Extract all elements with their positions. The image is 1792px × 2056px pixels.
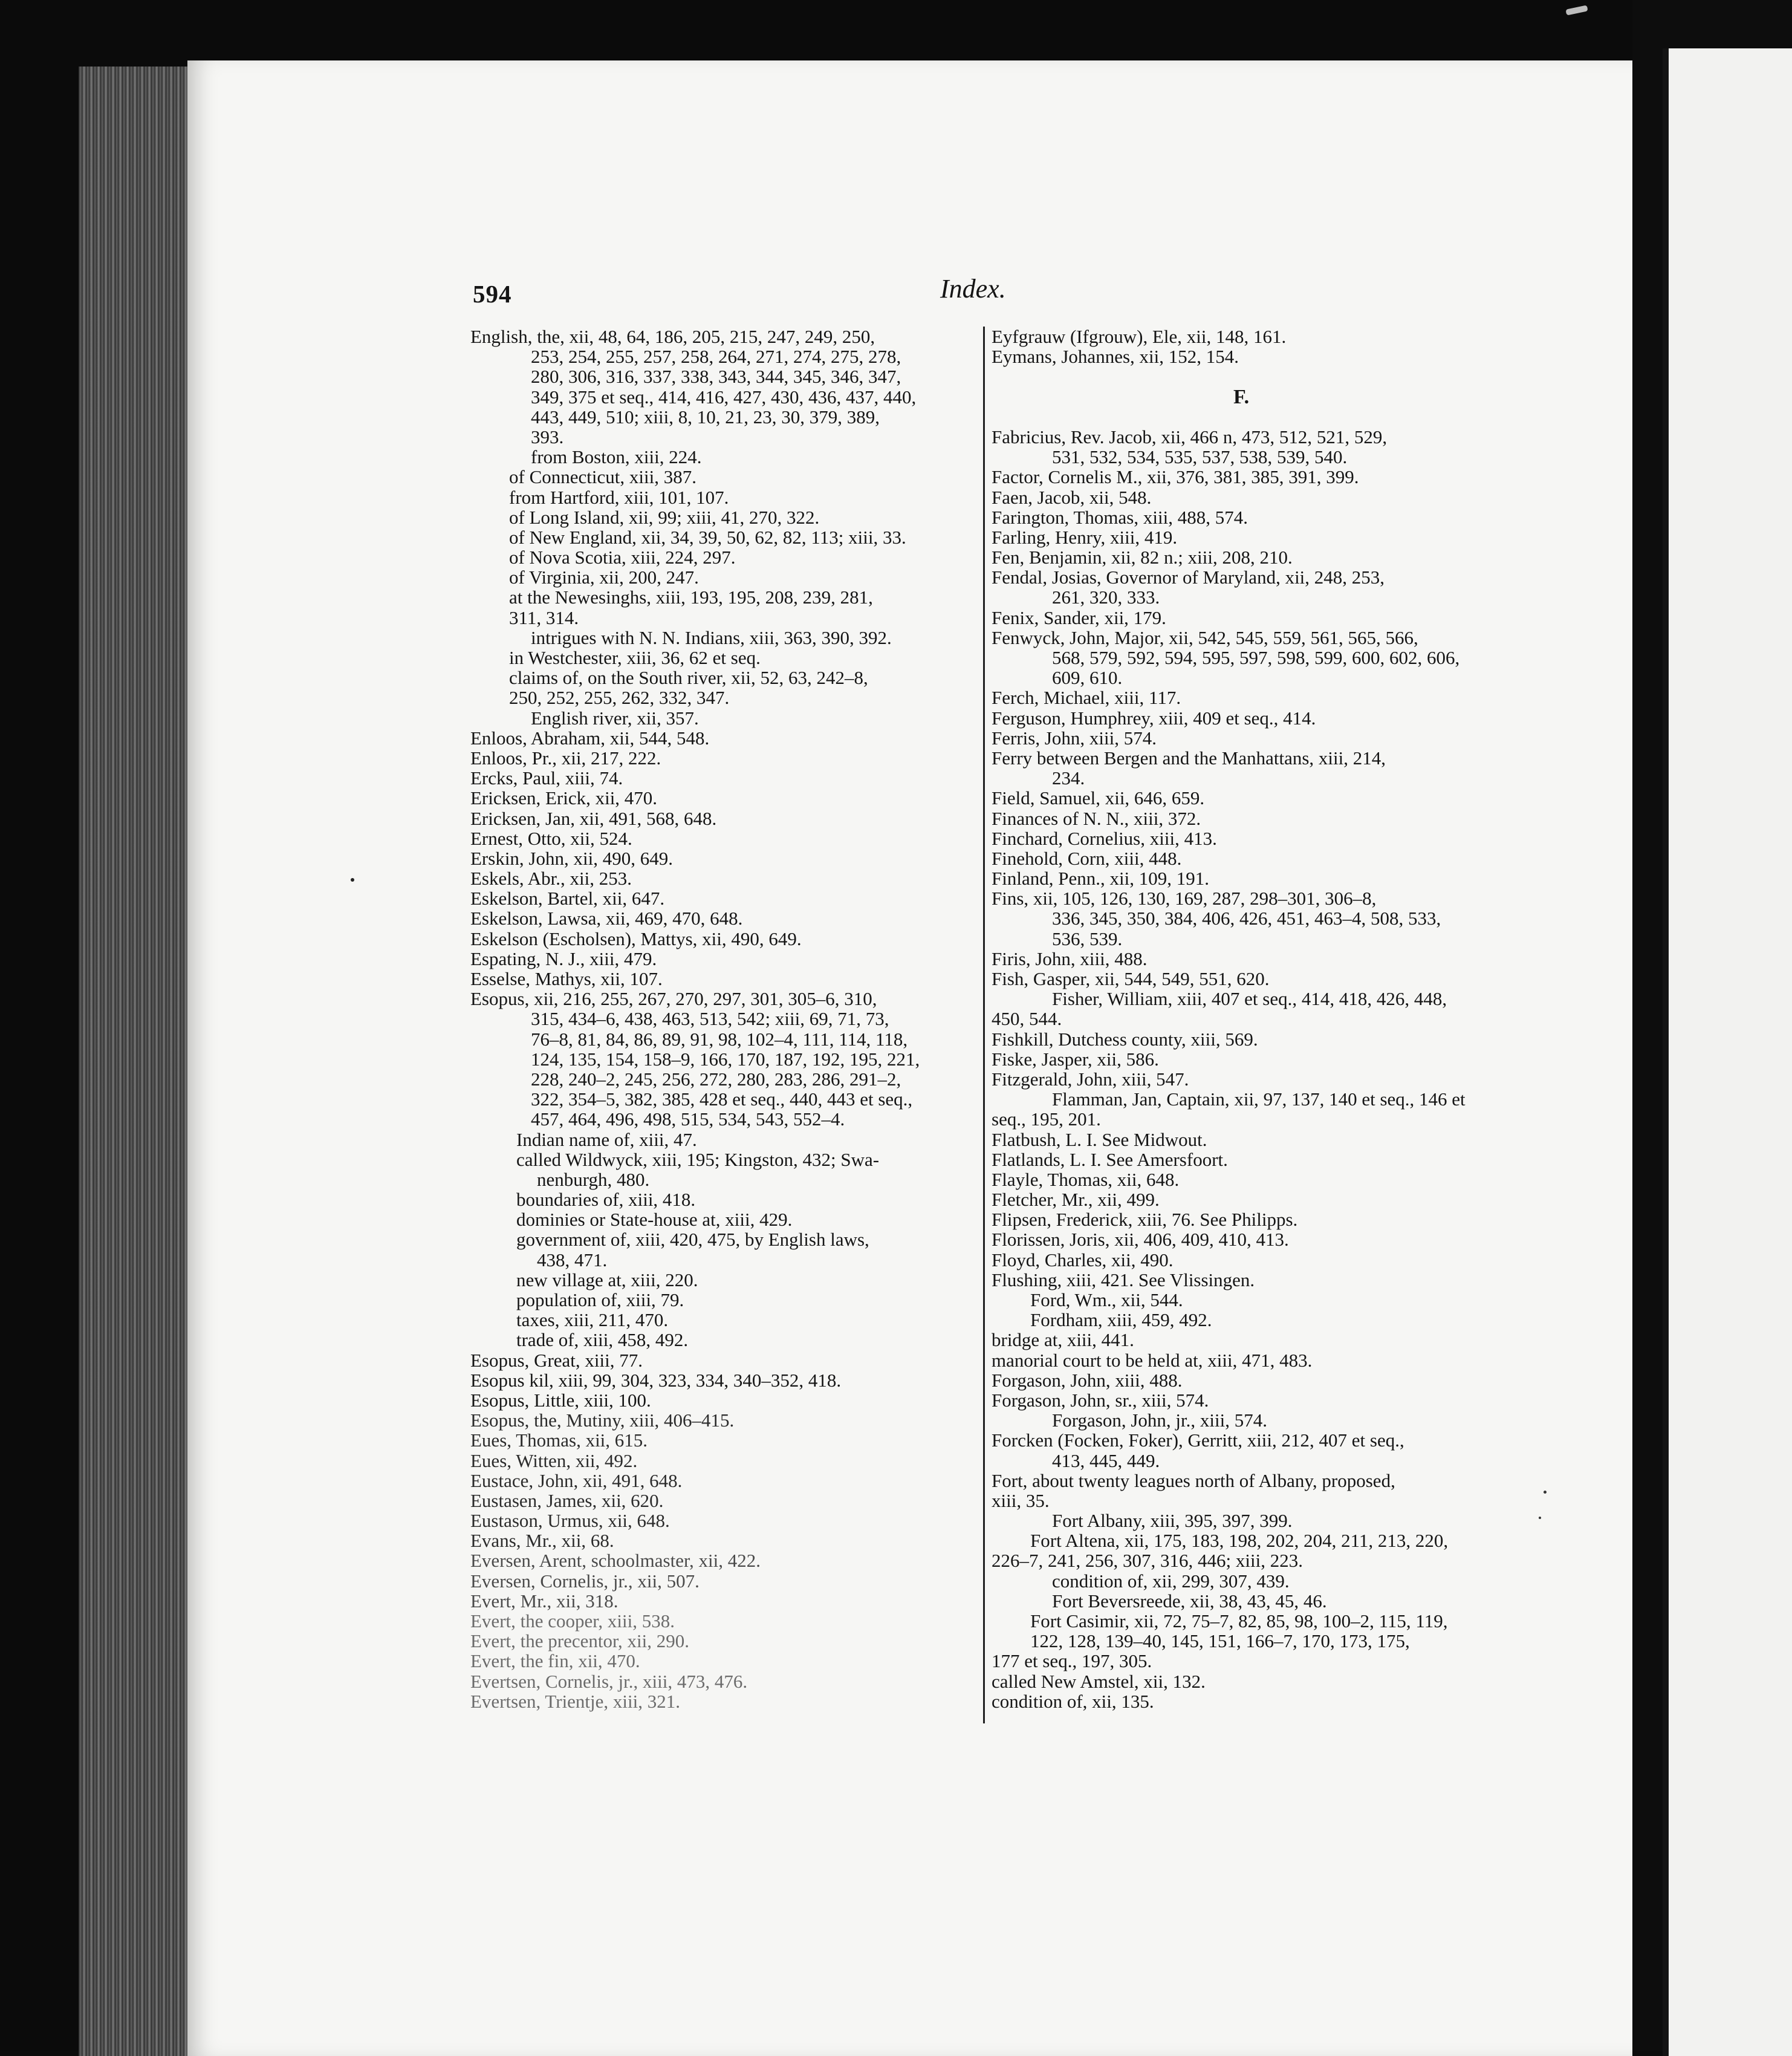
index-entry: Fordham, xiii, 459, 492. [1030, 1309, 1212, 1331]
ink-speck [351, 878, 354, 882]
index-entry: Eues, Thomas, xii, 615. [470, 1430, 648, 1451]
index-entry: 122, 128, 139–40, 145, 151, 166–7, 170, 173, 175, [1030, 1630, 1410, 1652]
index-entry: called Wildwyck, xiii, 195; Kingston, 432; Swa- [516, 1148, 880, 1170]
index-entry: Fitzgerald, John, xiii, 547. [992, 1068, 1189, 1090]
index-entry: Factor, Cornelis M., xii, 376, 381, 385, 391, 399. [992, 466, 1359, 488]
index-entry: 336, 345, 350, 384, 406, 426, 451, 463–4, 508, 533, [1052, 908, 1441, 929]
index-entry: Finchard, Cornelius, xiii, 413. [992, 827, 1217, 849]
index-entry: Fort Altena, xii, 175, 183, 198, 202, 204, 211, 213, 220, [1030, 1530, 1449, 1552]
index-entry: Flushing, xiii, 421. See Vlissingen. [992, 1269, 1255, 1290]
index-entry: Faen, Jacob, xii, 548. [992, 486, 1152, 508]
index-entry: Eymans, Johannes, xii, 152, 154. [992, 346, 1239, 368]
index-entry: English river, xii, 357. [531, 707, 699, 729]
index-entry: Esopus, xii, 216, 255, 267, 270, 297, 301, 305–6, 310, [470, 988, 877, 1010]
index-entry: Ferguson, Humphrey, xiii, 409 et seq., 414. [992, 707, 1316, 729]
index-entry: Forgason, John, jr., xiii, 574. [1052, 1410, 1267, 1431]
index-entry: Firis, John, xiii, 488. [992, 948, 1148, 969]
index-entry: Fort Albany, xiii, 395, 397, 399. [1052, 1510, 1293, 1532]
index-entry: taxes, xiii, 211, 470. [516, 1309, 669, 1331]
index-entry: Finances of N. N., xiii, 372. [992, 807, 1201, 829]
index-entry: Fish, Gasper, xii, 544, 549, 551, 620. [992, 968, 1270, 989]
index-entry: Fabricius, Rev. Jacob, xii, 466 n, 473, 512, 521, 529, [992, 426, 1388, 447]
index-entry: Fletcher, Mr., xii, 499. [992, 1189, 1160, 1211]
index-entry: intrigues with N. N. Indians, xiii, 363, 390, 392. [531, 626, 892, 648]
index-entry: manorial court to be held at, xiii, 471, 483. [992, 1349, 1313, 1371]
index-entry: Evertsen, Cornelis, jr., xiii, 473, 476. [470, 1670, 748, 1692]
index-entry: Eversen, Arent, schoolmaster, xii, 422. [470, 1550, 761, 1572]
index-entry: Evans, Mr., xii, 68. [470, 1530, 614, 1552]
index-entry: 280, 306, 316, 337, 338, 343, 344, 345, 346, 347, [531, 366, 901, 388]
index-entry: of Long Island, xii, 99; xiii, 41, 270, 322. [509, 506, 820, 528]
index-entry: Ferch, Michael, xiii, 117. [992, 687, 1181, 709]
adjacent-page-edge [1669, 48, 1792, 2056]
index-entry: 609, 610. [1052, 667, 1123, 689]
index-entry: Flayle, Thomas, xii, 648. [992, 1168, 1180, 1190]
index-entry: Indian name of, xiii, 47. [516, 1128, 697, 1150]
index-entry: Eustason, Urmus, xii, 648. [470, 1510, 670, 1532]
index-entry: Fendal, Josias, Governor of Maryland, xii, 248, 253, [992, 567, 1385, 588]
ink-speck [1544, 1491, 1547, 1494]
index-entry: trade of, xiii, 458, 492. [516, 1329, 689, 1351]
index-entry: Erskin, John, xii, 490, 649. [470, 847, 673, 869]
index-entry: Ercks, Paul, xiii, 74. [470, 767, 623, 789]
index-entry: Fisher, William, xiii, 407 et seq., 414, 418, 426, 448, [1052, 988, 1447, 1010]
index-entry: 250, 252, 255, 262, 332, 347. [509, 687, 730, 709]
index-entry: Fen, Benjamin, xii, 82 n.; xiii, 208, 210. [992, 547, 1293, 568]
index-entry: 234. [1052, 767, 1085, 789]
index-entry: Fishkill, Dutchess county, xiii, 569. [992, 1028, 1258, 1050]
index-entry: Finland, Penn., xii, 109, 191. [992, 868, 1209, 890]
index-entry: claims of, on the South river, xii, 52, 63, 242–8, [509, 667, 868, 689]
index-entry: Eskelson, Lawsa, xii, 469, 470, 648. [470, 908, 743, 929]
index-column-right [992, 327, 1511, 1711]
index-entry: 349, 375 et seq., 414, 416, 427, 430, 436, 437, 440, [531, 386, 917, 408]
index-entry: Ernest, Otto, xii, 524. [470, 827, 632, 849]
index-entry: 450, 544. [992, 1008, 1062, 1030]
index-entry: Floyd, Charles, xii, 490. [992, 1249, 1174, 1270]
index-entry: 531, 532, 534, 535, 537, 538, 539, 540. [1052, 446, 1348, 468]
index-entry: English, the, xii, 48, 64, 186, 205, 215, 247, 249, 250, [470, 326, 875, 347]
index-entry: nenburgh, 480. [537, 1168, 650, 1190]
index-column-left [470, 327, 990, 1711]
index-entry: dominies or State-house at, xiii, 429. [516, 1209, 793, 1231]
index-entry: Flatbush, L. I. See Midwout. [992, 1128, 1207, 1150]
index-entry: 124, 135, 154, 158–9, 166, 170, 187, 192, 195, 221, [531, 1048, 920, 1070]
index-entry: Fenwyck, John, Major, xii, 542, 545, 559, 561, 565, 566, [992, 626, 1418, 648]
index-entry: Eskelson (Escholsen), Mattys, xii, 490, 649. [470, 928, 802, 949]
index-entry: 413, 445, 449. [1052, 1449, 1160, 1471]
index-entry: Ford, Wm., xii, 544. [1030, 1289, 1183, 1310]
index-entry: of Nova Scotia, xiii, 224, 297. [509, 547, 736, 568]
index-entry: Esopus, Little, xiii, 100. [470, 1389, 651, 1411]
index-entry: Eversen, Cornelis, jr., xii, 507. [470, 1570, 700, 1592]
index-entry: Flamman, Jan, Captain, xii, 97, 137, 140 et seq., 146 et [1052, 1088, 1466, 1110]
index-entry: 311, 314. [509, 607, 579, 628]
index-entry: Eskelson, Bartel, xii, 647. [470, 888, 665, 909]
index-entry: Esopus kil, xiii, 99, 304, 323, 334, 340–352, 418. [470, 1369, 842, 1391]
index-entry: 253, 254, 255, 257, 258, 264, 271, 274, 275, 278, [531, 346, 901, 368]
index-entry: Fort, about twenty leagues north of Albany, proposed, [992, 1469, 1395, 1491]
index-entry: 228, 240–2, 245, 256, 272, 280, 283, 286, 291–2, [531, 1068, 901, 1090]
index-entry: Evertsen, Trientje, xiii, 321. [470, 1690, 681, 1712]
index-entry: Ericksen, Erick, xii, 470. [470, 787, 658, 809]
index-entry: Finehold, Corn, xiii, 448. [992, 847, 1182, 869]
index-entry: of Connecticut, xiii, 387. [509, 466, 696, 488]
spacer [992, 407, 1511, 427]
index-entry: 443, 449, 510; xiii, 8, 10, 21, 23, 30, 379, 389, [531, 406, 880, 428]
index-entry: 177 et seq., 197, 305. [992, 1650, 1152, 1672]
index-entry: Eyfgrauw (Ifgrouw), Ele, xii, 148, 161. [992, 326, 1287, 347]
index-entry: seq., 195, 201. [992, 1108, 1101, 1130]
book-fore-edge [79, 67, 193, 2056]
ink-speck [1539, 1517, 1541, 1519]
index-entry: Ferry between Bergen and the Manhattans, xiii, 214, [992, 747, 1386, 769]
index-entry: Forgason, John, sr., xiii, 574. [992, 1389, 1209, 1411]
index-entry: 76–8, 81, 84, 86, 89, 91, 98, 102–4, 111, 114, 118, [531, 1028, 908, 1050]
index-entry: Forgason, John, xiii, 488. [992, 1369, 1183, 1391]
index-entry: 226–7, 241, 256, 307, 316, 446; xiii, 223. [992, 1550, 1303, 1572]
index-entry: Fort Casimir, xii, 72, 75–7, 82, 85, 98, 100–2, 115, 119, [1030, 1610, 1448, 1631]
index-entry: Esopus, Great, xiii, 77. [470, 1349, 643, 1371]
index-entry: Fiske, Jasper, xii, 586. [992, 1048, 1159, 1070]
index-entry: Evert, Mr., xii, 318. [470, 1590, 618, 1612]
index-entry: from Hartford, xiii, 101, 107. [509, 486, 729, 508]
index-entry: new village at, xiii, 220. [516, 1269, 698, 1290]
index-entry: Fort Beversreede, xii, 38, 43, 45, 46. [1052, 1590, 1327, 1612]
index-entry: population of, xiii, 79. [516, 1289, 684, 1310]
index-entry: 261, 320, 333. [1052, 587, 1160, 608]
index-entry: Flipsen, Frederick, xiii, 76. See Philipps. [992, 1209, 1298, 1231]
index-entry: 438, 471. [537, 1249, 608, 1270]
index-entry: Evert, the cooper, xiii, 538. [470, 1610, 675, 1631]
index-entry: government of, xiii, 420, 475, by English laws, [516, 1229, 869, 1251]
index-entry: of Virginia, xii, 200, 247. [509, 567, 699, 588]
index-entry: Enloos, Pr., xii, 217, 222. [470, 747, 661, 769]
index-entry: Ericksen, Jan, xii, 491, 568, 648. [470, 807, 717, 829]
index-entry: 457, 464, 496, 498, 515, 534, 543, 552–4. [531, 1108, 845, 1130]
index-entry: 536, 539. [1052, 928, 1123, 949]
index-entry: 393. [531, 426, 564, 447]
section-letter-heading: F. [1233, 385, 1250, 408]
index-entry: Esopus, the, Mutiny, xiii, 406–415. [470, 1410, 735, 1431]
index-entry: Enloos, Abraham, xii, 544, 548. [470, 727, 710, 749]
index-entry: Eues, Witten, xii, 492. [470, 1449, 638, 1471]
index-entry: in Westchester, xiii, 36, 62 et seq. [509, 647, 761, 668]
index-entry: Florissen, Joris, xii, 406, 409, 410, 413. [992, 1229, 1289, 1251]
index-entry: boundaries of, xiii, 418. [516, 1189, 696, 1211]
index-entry: Evert, the precentor, xii, 290. [470, 1630, 690, 1652]
page-number: 594 [473, 280, 512, 308]
index-entry: xiii, 35. [992, 1489, 1050, 1511]
index-entry: Forcken (Focken, Foker), Gerritt, xiii, 212, 407 et seq., [992, 1430, 1404, 1451]
index-entry: Eustasen, James, xii, 620. [470, 1489, 664, 1511]
index-entry: bridge at, xiii, 441. [992, 1329, 1134, 1351]
index-entry: 315, 434–6, 438, 463, 513, 542; xiii, 69, 71, 73, [531, 1008, 889, 1030]
index-entry: Eustace, John, xii, 491, 648. [470, 1469, 683, 1491]
spacer [992, 366, 1511, 386]
index-entry: condition of, xii, 299, 307, 439. [1052, 1570, 1290, 1592]
index-entry: 568, 579, 592, 594, 595, 597, 598, 599, 600, 602, 606, [1052, 647, 1460, 668]
index-entry: Field, Samuel, xii, 646, 659. [992, 787, 1205, 809]
index-entry: at the Newesinghs, xiii, 193, 195, 208, 239, 281, [509, 587, 873, 608]
index-entry: Evert, the fin, xii, 470. [470, 1650, 640, 1672]
index-entry: Flatlands, L. I. See Amersfoort. [992, 1148, 1228, 1170]
index-entry: Espating, N. J., xiii, 479. [470, 948, 657, 969]
index-entry: of New England, xii, 34, 39, 50, 62, 82, 113; xiii, 33. [509, 526, 906, 548]
index-entry: Esselse, Mathys, xii, 107. [470, 968, 663, 989]
index-entry: Ferris, John, xiii, 574. [992, 727, 1157, 749]
index-entry: Eskels, Abr., xii, 253. [470, 868, 632, 890]
index-entry: Farling, Henry, xiii, 419. [992, 526, 1178, 548]
page-title: Index. [940, 274, 1006, 304]
index-entry: called New Amstel, xii, 132. [992, 1670, 1206, 1692]
index-entry: from Boston, xiii, 224. [531, 446, 702, 468]
index-entry: 322, 354–5, 382, 385, 428 et seq., 440, 443 et seq., [531, 1088, 913, 1110]
index-entry: Fins, xii, 105, 126, 130, 169, 287, 298–301, 306–8, [992, 888, 1377, 909]
index-entry: Fenix, Sander, xii, 179. [992, 607, 1166, 628]
index-entry: condition of, xii, 135. [992, 1690, 1154, 1712]
index-entry: Farington, Thomas, xiii, 488, 574. [992, 506, 1248, 528]
